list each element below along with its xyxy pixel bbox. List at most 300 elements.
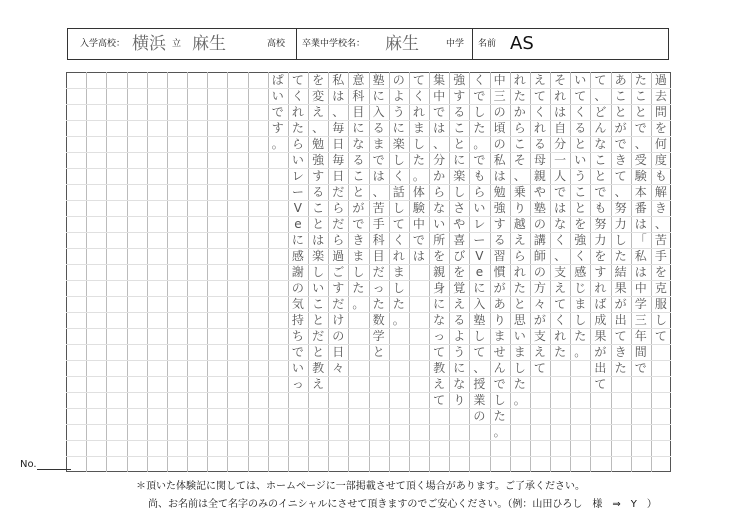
essay-character: 手 xyxy=(372,217,385,231)
essay-character: た xyxy=(634,73,647,87)
essay-character: 楽 xyxy=(392,137,405,151)
essay-character: く xyxy=(392,169,405,183)
essay-character: か xyxy=(513,105,526,119)
essay-character: 中 xyxy=(433,89,446,103)
essay-character: す xyxy=(312,169,325,183)
essay-character: な xyxy=(433,313,446,327)
essay-character: 思 xyxy=(513,313,526,327)
essay-character: し xyxy=(513,361,526,375)
essay-character: の xyxy=(493,105,506,119)
essay-character: く xyxy=(412,89,425,103)
essay-character: で xyxy=(473,153,486,167)
essay-character: だ xyxy=(312,329,325,343)
essay-character: 、 xyxy=(372,185,385,199)
essay-character: と xyxy=(372,345,385,359)
essay-character: ら xyxy=(332,233,345,247)
essay-character: 。 xyxy=(473,137,486,151)
essay-column xyxy=(530,72,550,472)
essay-character: と xyxy=(312,313,325,327)
essay-character: ー xyxy=(291,185,304,199)
essay-character: 支 xyxy=(554,265,567,279)
essay-character: 、 xyxy=(332,105,345,119)
essay-character: 強 xyxy=(312,153,325,167)
essay-character: も xyxy=(594,201,607,215)
essay-character: じ xyxy=(574,281,587,295)
essay-character: 々 xyxy=(332,361,345,375)
essay-character: と xyxy=(312,345,325,359)
essay-character: 間 xyxy=(634,345,647,359)
essay-character: で xyxy=(372,153,385,167)
essay-character: す xyxy=(594,265,607,279)
essay-character: い xyxy=(574,153,587,167)
essay-character: 努 xyxy=(614,201,627,215)
essay-character: 。 xyxy=(392,313,405,327)
essay-character: て xyxy=(412,73,425,87)
essay-character: こ xyxy=(453,121,466,135)
essay-character: ぱ xyxy=(271,73,284,87)
essay-character: る xyxy=(453,313,466,327)
essay-character: た xyxy=(614,361,627,375)
essay-character: に xyxy=(453,153,466,167)
essay-character: 目 xyxy=(352,105,365,119)
essay-character: 勉 xyxy=(493,185,506,199)
essay-character: と xyxy=(513,297,526,311)
school-suffix: 高校 xyxy=(267,39,286,49)
essay-character: 慣 xyxy=(493,265,506,279)
essay-character: い xyxy=(574,73,587,87)
essay-character: れ xyxy=(291,105,304,119)
essay-character: い xyxy=(312,281,325,295)
essay-character: ら xyxy=(332,201,345,215)
essay-character: て xyxy=(433,345,446,359)
essay-character: 学 xyxy=(372,329,385,343)
column-divider xyxy=(187,72,188,472)
essay-character: な xyxy=(554,217,567,231)
essay-character: 受 xyxy=(634,153,647,167)
essay-character: だ xyxy=(332,185,345,199)
essay-character: る xyxy=(352,153,365,167)
essay-character: V xyxy=(475,249,484,263)
essay-character: で xyxy=(271,105,284,119)
essay-character: が xyxy=(533,313,546,327)
essay-column xyxy=(550,72,570,472)
header-divider xyxy=(296,29,297,59)
essay-character: る xyxy=(533,137,546,151)
essay-character: の xyxy=(533,217,546,231)
name-value: AS xyxy=(510,33,534,54)
essay-character: は xyxy=(493,169,506,183)
prefecture-suffix: 立 xyxy=(172,39,182,49)
essay-character: を xyxy=(433,249,446,263)
essay-column xyxy=(611,72,631,472)
essay-character: 分 xyxy=(554,137,567,151)
essay-character: ば xyxy=(594,297,607,311)
column-divider xyxy=(106,72,107,472)
essay-character: る xyxy=(312,185,325,199)
essay-character: 苦 xyxy=(372,201,385,215)
essay-character: 克 xyxy=(654,281,667,295)
essay-character: 入 xyxy=(473,297,486,311)
essay-character: 感 xyxy=(291,249,304,263)
essay-character: て xyxy=(533,89,546,103)
essay-character: 教 xyxy=(433,361,446,375)
column-divider xyxy=(227,72,228,472)
essay-character: き xyxy=(614,153,627,167)
essay-character: る xyxy=(493,233,506,247)
essay-character: た xyxy=(392,297,405,311)
essay-character: く xyxy=(554,233,567,247)
essay-character: で xyxy=(473,89,486,103)
essay-character: う xyxy=(574,169,587,183)
essay-character: き xyxy=(614,345,627,359)
essay-character: い xyxy=(513,329,526,343)
essay-character: せ xyxy=(493,345,506,359)
essay-character: 頃 xyxy=(493,121,506,135)
essay-character: 科 xyxy=(372,233,385,247)
essay-character: ん xyxy=(493,361,506,375)
essay-character: 。 xyxy=(352,297,365,311)
essay-character: て xyxy=(473,345,486,359)
essay-character: 塾 xyxy=(533,201,546,215)
essay-character: っ xyxy=(291,377,304,391)
essay-character: り xyxy=(513,201,526,215)
essay-character: く xyxy=(554,313,567,327)
essay-character: 気 xyxy=(291,297,304,311)
essay-character: 所 xyxy=(433,233,446,247)
essay-character: は xyxy=(554,201,567,215)
essay-character: え xyxy=(312,377,325,391)
essay-character: ま xyxy=(412,121,425,135)
essay-character: い xyxy=(271,89,284,103)
essay-character: は xyxy=(634,265,647,279)
essay-character: も xyxy=(473,169,486,183)
essay-character: こ xyxy=(352,169,365,183)
essay-column xyxy=(389,72,409,472)
essay-character: し xyxy=(574,313,587,327)
essay-character: 過 xyxy=(332,249,345,263)
essay-character: や xyxy=(453,217,466,231)
essay-character: 年 xyxy=(634,329,647,343)
header-form xyxy=(67,28,669,60)
essay-character: 感 xyxy=(574,265,587,279)
essay-character: 勉 xyxy=(312,137,325,151)
essay-character: 師 xyxy=(533,249,546,263)
essay-character: や xyxy=(533,185,546,199)
essay-character: 、 xyxy=(312,121,325,135)
essay-character: て xyxy=(614,169,627,183)
essay-character: き xyxy=(352,233,365,247)
essay-character: 果 xyxy=(594,329,607,343)
essay-column xyxy=(469,72,489,472)
essay-character: 服 xyxy=(654,297,667,311)
essay-character: に xyxy=(352,121,365,135)
essay-character: ー xyxy=(473,233,486,247)
essay-character: 意 xyxy=(352,73,365,87)
essay-character: し xyxy=(654,313,667,327)
essay-character: 中 xyxy=(634,281,647,295)
essay-character: ご xyxy=(332,265,345,279)
essay-character: 日 xyxy=(332,137,345,151)
essay-character: 中 xyxy=(493,73,506,87)
essay-character: 自 xyxy=(554,121,567,135)
essay-character: は xyxy=(433,121,446,135)
essay-character: た xyxy=(493,409,506,423)
essay-character: け xyxy=(332,313,345,327)
essay-character: り xyxy=(453,393,466,407)
essay-character: し xyxy=(312,265,325,279)
essay-character: し xyxy=(352,265,365,279)
essay-character: び xyxy=(453,249,466,263)
essay-character: い xyxy=(291,361,304,375)
essay-column xyxy=(651,72,671,472)
essay-character: 番 xyxy=(634,201,647,215)
essay-character: 結 xyxy=(614,265,627,279)
essay-character: く xyxy=(473,73,486,87)
essay-column xyxy=(328,72,348,472)
essay-character: た xyxy=(352,281,365,295)
school-label: 入学高校： xyxy=(80,39,126,49)
essay-character: れ xyxy=(554,89,567,103)
essay-character: 体 xyxy=(412,185,425,199)
essay-character: ら xyxy=(513,249,526,263)
essay-character: 々 xyxy=(533,297,546,311)
essay-character: ら xyxy=(433,185,446,199)
essay-character: は xyxy=(372,169,385,183)
essay-character: ん xyxy=(594,121,607,135)
essay-character: に xyxy=(473,281,486,295)
essay-character: ま xyxy=(513,345,526,359)
essay-character: ち xyxy=(291,329,304,343)
essay-character: い xyxy=(433,217,446,231)
essay-character: な xyxy=(352,137,365,151)
essay-character: す xyxy=(332,281,345,295)
essay-column xyxy=(570,72,590,472)
essay-character: 科 xyxy=(352,89,365,103)
essay-character: く xyxy=(533,105,546,119)
essay-character: い xyxy=(291,153,304,167)
essay-character: 本 xyxy=(634,185,647,199)
essay-character: 中 xyxy=(412,217,425,231)
essay-character: 塾 xyxy=(372,73,385,87)
essay-character: え xyxy=(533,73,546,87)
essay-character: て xyxy=(554,297,567,311)
essay-character: た xyxy=(513,377,526,391)
essay-character: 強 xyxy=(493,201,506,215)
essay-character: 。 xyxy=(513,393,526,407)
essay-character: 越 xyxy=(513,217,526,231)
essay-character: だ xyxy=(332,217,345,231)
essay-column xyxy=(590,72,610,472)
essay-character: V xyxy=(293,201,303,215)
essay-character: の xyxy=(493,137,506,151)
essay-character: で xyxy=(554,185,567,199)
essay-character: 去 xyxy=(654,89,667,103)
essay-character: 入 xyxy=(372,105,385,119)
essay-character: え xyxy=(554,281,567,295)
essay-column xyxy=(490,72,510,472)
jhs-suffix: 中学 xyxy=(446,39,465,49)
essay-character: れ xyxy=(392,249,405,263)
essay-character: し xyxy=(614,233,627,247)
essay-column xyxy=(631,72,651,472)
essay-character: 方 xyxy=(533,281,546,295)
essay-character: e xyxy=(475,265,484,279)
essay-character: 身 xyxy=(433,281,446,295)
essay-character: は xyxy=(412,249,425,263)
essay-character: え xyxy=(433,377,446,391)
essay-character: さ xyxy=(453,201,466,215)
essay-character: で xyxy=(594,185,607,199)
essay-character: 。 xyxy=(574,345,587,359)
essay-character: で xyxy=(352,217,365,231)
column-divider xyxy=(167,72,168,472)
essay-character: 業 xyxy=(473,393,486,407)
essay-character: こ xyxy=(614,89,627,103)
essay-character: 講 xyxy=(533,233,546,247)
essay-character: 果 xyxy=(614,281,627,295)
essay-column xyxy=(510,72,530,472)
essay-character: こ xyxy=(594,153,607,167)
essay-character: て xyxy=(574,89,587,103)
essay-character: く xyxy=(574,105,587,119)
essay-character: れ xyxy=(533,121,546,135)
essay-character: り xyxy=(493,313,506,327)
essay-character: き xyxy=(654,201,667,215)
essay-character: た xyxy=(372,297,385,311)
essay-character: い xyxy=(473,201,486,215)
essay-character: な xyxy=(594,137,607,151)
essay-character: く xyxy=(574,249,587,263)
essay-character: で xyxy=(433,105,446,119)
essay-character: 。 xyxy=(271,137,284,151)
essay-character: て xyxy=(392,217,405,231)
essay-character: で xyxy=(291,345,304,359)
essay-character: こ xyxy=(312,201,325,215)
essay-character: 「 xyxy=(634,233,647,247)
essay-character: し xyxy=(392,153,405,167)
essay-character: の xyxy=(533,265,546,279)
essay-character: を xyxy=(312,73,325,87)
essay-character: を xyxy=(654,121,667,135)
essay-character: 母 xyxy=(533,153,546,167)
essay-character: た xyxy=(412,153,425,167)
essay-character: を xyxy=(594,249,607,263)
column-divider xyxy=(248,72,249,472)
essay-character: た xyxy=(554,345,567,359)
essay-character: で xyxy=(614,137,627,151)
essay-character: れ xyxy=(412,105,425,119)
essay-character: る xyxy=(372,121,385,135)
essay-character: れ xyxy=(513,265,526,279)
essay-character: か xyxy=(433,169,446,183)
essay-character: の xyxy=(332,329,345,343)
essay-character: は xyxy=(312,233,325,247)
essay-character: っ xyxy=(433,329,446,343)
essay-column xyxy=(409,72,429,472)
column-divider xyxy=(127,72,128,472)
essay-character: え xyxy=(453,297,466,311)
essay-character: な xyxy=(433,201,446,215)
essay-character: 、 xyxy=(554,249,567,263)
essay-character: れ xyxy=(554,329,567,343)
essay-character: 、 xyxy=(513,169,526,183)
essay-character: よ xyxy=(453,329,466,343)
essay-character: 努 xyxy=(594,217,607,231)
essay-character: 塾 xyxy=(473,313,486,327)
essay-character: て xyxy=(614,329,627,343)
essay-character: が xyxy=(352,201,365,215)
school-name-handwritten: 横浜 xyxy=(132,34,166,54)
essay-character: こ xyxy=(312,297,325,311)
essay-character: は xyxy=(554,105,567,119)
manuscript-paper xyxy=(66,72,671,472)
essay-character: て xyxy=(533,361,546,375)
essay-character: も xyxy=(654,169,667,183)
essay-character: し xyxy=(412,137,425,151)
notice-line-1: ＊頂いた体験記に関しては、ホームページに一部掲載させて頂く場合があります。ご了承ください。 xyxy=(136,481,585,492)
essay-character: を xyxy=(574,217,587,231)
essay-character: で xyxy=(634,361,647,375)
essay-character: 支 xyxy=(533,329,546,343)
essay-character: う xyxy=(453,345,466,359)
essay-character: 覚 xyxy=(453,281,466,295)
essay-character: の xyxy=(392,73,405,87)
essay-character: 楽 xyxy=(453,169,466,183)
essay-character: く xyxy=(291,89,304,103)
essay-character: て xyxy=(291,73,304,87)
essay-character: で xyxy=(493,377,506,391)
essay-character: の xyxy=(291,281,304,295)
essay-character: 親 xyxy=(533,169,546,183)
essay-character: だ xyxy=(332,297,345,311)
essay-character: 喜 xyxy=(453,233,466,247)
essay-character: 乗 xyxy=(513,185,526,199)
essay-character: e xyxy=(294,217,302,231)
column-divider xyxy=(207,72,208,472)
essay-character: が xyxy=(614,121,627,135)
essay-character: レ xyxy=(473,217,486,231)
essay-character: 三 xyxy=(493,89,506,103)
notice-line-2: 尚、お名前は全て名字のみのイニシャルにさせて頂きますのでご安心ください。（例：山田ひろし 様 ⇒ Y ） xyxy=(148,499,657,510)
essay-character: 力 xyxy=(614,217,627,231)
essay-character: 験 xyxy=(412,201,425,215)
essay-character: 出 xyxy=(594,361,607,375)
essay-character: ら xyxy=(513,121,526,135)
essay-character: て xyxy=(654,329,667,343)
page-number xyxy=(20,459,71,470)
essay-character: 日 xyxy=(332,169,345,183)
essay-character: と xyxy=(453,137,466,151)
essay-character: 成 xyxy=(594,313,607,327)
essay-character: に xyxy=(392,121,405,135)
essay-character: こ xyxy=(634,89,647,103)
essay-character: 三 xyxy=(634,313,647,327)
essay-character: 毎 xyxy=(332,153,345,167)
essay-character: あ xyxy=(493,297,506,311)
essay-column xyxy=(288,72,308,472)
essay-character: よ xyxy=(392,89,405,103)
column-divider xyxy=(86,72,87,472)
essay-character: る xyxy=(574,121,587,135)
essay-character: 話 xyxy=(392,185,405,199)
essay-character: く xyxy=(392,233,405,247)
essay-character: こ xyxy=(574,185,587,199)
essay-character: 、 xyxy=(614,185,627,199)
essay-character: す xyxy=(453,89,466,103)
essay-character: で xyxy=(634,121,647,135)
essay-character: そ xyxy=(513,153,526,167)
essay-character: 人 xyxy=(554,169,567,183)
